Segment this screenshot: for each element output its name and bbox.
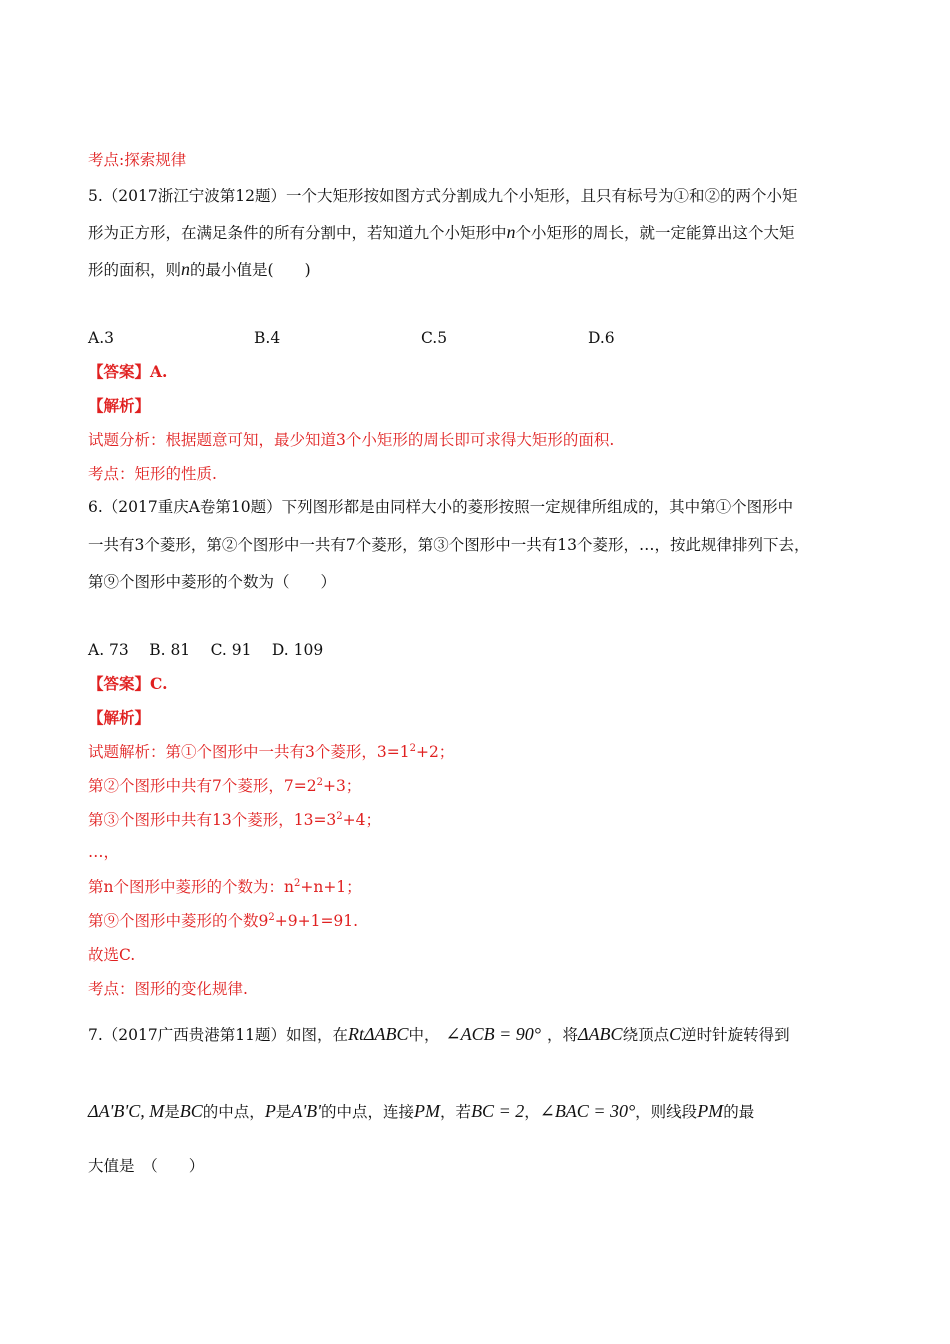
- q6-kaodian: 考点：图形的变化规律.: [88, 980, 248, 998]
- q6-answer: 【答案】C.: [88, 674, 168, 693]
- q5-option-b: B.4: [254, 329, 281, 347]
- q5-option-c: C.5: [421, 329, 448, 347]
- math-triangle-abc: ΔABC: [578, 1024, 623, 1044]
- math-angle-bac: ∠BAC = 30°: [539, 1101, 636, 1121]
- q5-options: [88, 328, 688, 348]
- q6-solution-step3: 第③个图形中共有13个菱形，$13=3^2+4$；: [88, 811, 382, 829]
- q6-solution-step1: 试题解析：第①个图形中一共有3个菱形，$3=1^2+2$；: [88, 743, 455, 761]
- math-n: n: [506, 222, 516, 242]
- q6-stem-line3: 第⑨个图形中菱形的个数为（ ）: [88, 573, 337, 591]
- q6-stem-line2: 一共有3个菱形，第②个图形中一共有7个菱形，第③个图形中一共有13个菱形，…，按此规律排列下去，: [88, 536, 810, 554]
- q6-jiexi-heading: 【解析】: [88, 708, 151, 727]
- math-pm: PM: [414, 1101, 441, 1121]
- q7-stem-line1: 7.（2017广西贵港第11题）如图，在RtΔABC中， ∠ACB = 90° ，将ΔABC绕顶点C逆时针旋转得到: [88, 1024, 790, 1044]
- q6-solution-ellipsis: …，: [88, 843, 120, 861]
- math-angle-acb: ∠ACB = 90°: [445, 1024, 541, 1044]
- math-n: n: [181, 259, 191, 279]
- q7-stem-line3: 大值是 （ ）: [88, 1157, 205, 1175]
- math-rt-triangle-abc: RtΔABC: [347, 1024, 409, 1044]
- math-c: C: [669, 1024, 682, 1044]
- q6-solution-ninth: 第⑨个图形中菱形的个数$9^2+9+1=91$.: [88, 912, 359, 930]
- q6-choose: 故选C.: [88, 946, 136, 964]
- q5-jiexi-heading: 【解析】: [88, 396, 151, 415]
- q5-option-d: D.6: [588, 329, 615, 347]
- q5-option-a: A.3: [88, 329, 114, 347]
- math-pm: PM: [697, 1101, 724, 1121]
- q5-answer: 【答案】A.: [88, 362, 168, 381]
- math-triangle-a-b-c-m: ΔA'B'C, M: [88, 1101, 165, 1121]
- q6-solution-general: 第n个图形中菱形的个数为：$n^2+n+1$；: [88, 878, 362, 896]
- kaodian-explore-pattern: 考点:探索规律: [88, 151, 187, 169]
- q7-stem-line2: ΔA'B'C, M是BC的中点，P是A'B'的中点，连接PM，若BC = 2，∠BAC = 30°，则线段PM的最: [88, 1101, 755, 1121]
- math-bc: BC: [179, 1101, 203, 1121]
- q5-kaodian: 考点：矩形的性质.: [88, 465, 217, 483]
- math-bc-equals-2: BC = 2: [471, 1101, 525, 1121]
- q5-stem-line3: 形的面积，则n的最小值是( ): [88, 259, 311, 279]
- q5-stem-line2: 形为正方形，在满足条件的所有分割中，若知道九个小矩形中n个小矩形的周长，就一定能算出这个大矩: [88, 222, 795, 242]
- math-p: P: [264, 1101, 276, 1121]
- q5-analysis: 试题分析：根据题意可知，最少知道3个小矩形的周长即可求得大矩形的面积.: [88, 431, 615, 449]
- math-a-b: A'B': [291, 1101, 322, 1121]
- q5-stem-line1: 5.（2017浙江宁波第12题）一个大矩形按如图方式分割成九个小矩形，且只有标号为①和②的两个小矩: [88, 187, 798, 205]
- q6-stem-line1: 6.（2017重庆A卷第10题）下列图形都是由同样大小的菱形按照一定规律所组成的，其中第①个图形中: [88, 498, 794, 516]
- q6-options: A. 73 B. 81 C. 91 D. 109: [88, 641, 324, 659]
- q6-solution-step2: 第②个图形中共有7个菱形，$7=2^2+3$；: [88, 777, 362, 795]
